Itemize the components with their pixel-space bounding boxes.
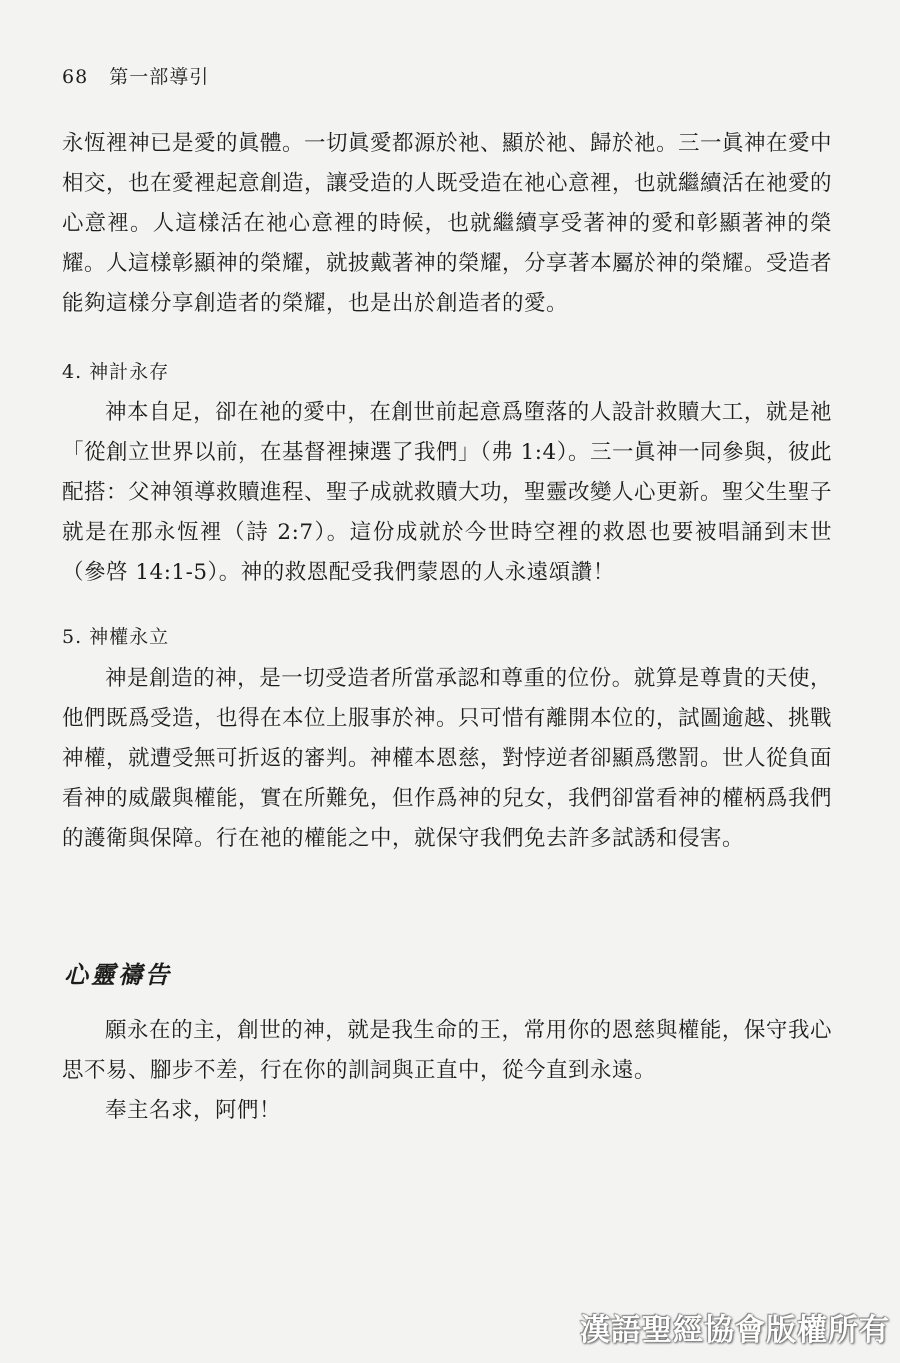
page-header	[62, 62, 209, 89]
section-4	[62, 357, 832, 384]
prayer-block	[62, 1011, 832, 1131]
page-number: 68	[62, 66, 89, 88]
section-4-heading: 4. 神計永存	[62, 361, 170, 383]
intro-paragraph: 永恆裡神已是愛的眞體。一切眞愛都源於祂、顯於祂、歸於祂。三一眞神在愛中相交，也在愛裡起意創造，讓受造的人既受造在祂心意裡，也就繼續活在祂愛的心意裡。人這樣活在祂心意裡的時候，也就繼續享受著神的愛和彰顯著神的榮耀。人這樣彰顯神的榮耀，就披戴著神的榮耀，分享著本屬於神的榮耀。受造者能夠這樣分享創造者的榮耀，也是出於創造者的愛。	[62, 131, 833, 316]
section-5-heading: 5. 神權永立	[62, 626, 170, 648]
section-title: 第一部導引	[109, 66, 210, 88]
section-5-paragraph: 神是創造的神，是一切受造者所當承認和尊重的位份。就算是尊貴的天使，他們既爲受造，也得在本位上服事於神。只可惜有離開本位的，試圖逾越、挑戰神權，就遭受無可折返的審判。神權本恩慈，對悖逆者卻顯爲懲罰。世人從負面看神的威嚴與權能，實在所難免，但作爲神的兒女，我們卻當看神的權柄爲我們的護衛與保障。行在祂的權能之中，就保守我們免去許多試誘和侵害。	[62, 666, 833, 851]
copyright-watermark: 漢語聖經協會版權所有	[580, 1313, 890, 1348]
section-5-body	[62, 659, 832, 859]
section-4-paragraph: 神本自足，卻在祂的愛中，在創世前起意爲墮落的人設計救贖大工，就是祂「從創立世界以前，在基督裡揀選了我們」（弗 1:4）。三一眞神一同參與，彼此配搭：父神領導救贖進程、聖子成就救贖大功，聖靈改變人心更新。聖父生聖子就是在那永恆裡（詩 2:7）。這份成就於今世時空裡的救恩也要被唱誦到末世（參啓 14:1-5）。神的救恩配受我們蒙恩的人永遠頌讚！	[62, 400, 833, 585]
section-5	[62, 622, 832, 649]
intro-block	[62, 124, 832, 324]
prayer-title: 心靈禱告	[64, 960, 172, 989]
prayer-closing: 奉主名求，阿們！	[105, 1098, 282, 1123]
section-4-body	[62, 393, 832, 593]
prayer-paragraph: 願永在的主，創世的神，就是我生命的王，常用你的恩慈與權能，保守我心思不易、腳步不差，行在你的訓詞與正直中，從今直到永遠。	[62, 1018, 832, 1083]
